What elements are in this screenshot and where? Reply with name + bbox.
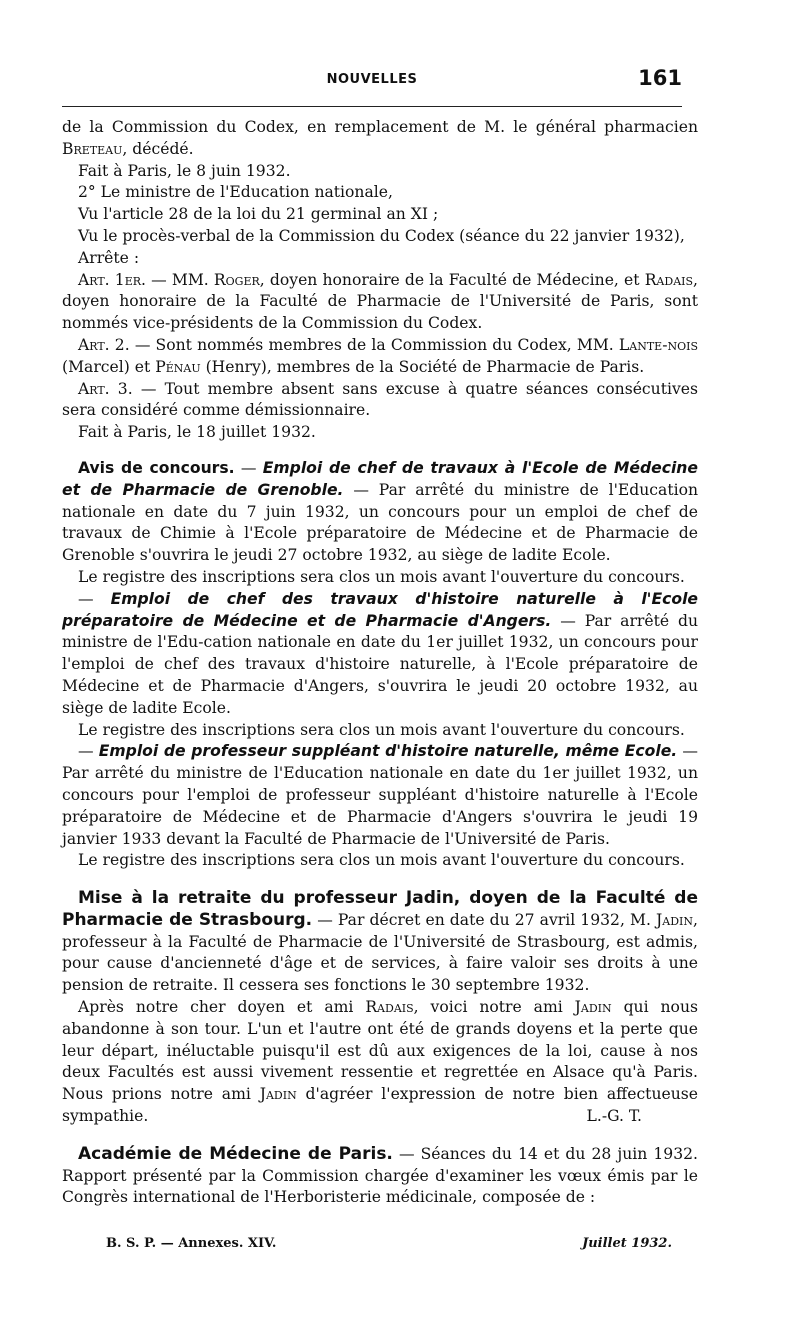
- page-number: 161: [638, 66, 682, 90]
- person-name: Lante-nois: [618, 335, 698, 354]
- paragraph: Vu le procès-verbal de la Commission du Codex (séance du 22 janvier 1932),: [78, 226, 685, 245]
- running-head: NOUVELLES: [326, 72, 418, 87]
- person-name: Pénau: [155, 357, 201, 376]
- concours-angers-chef: — Emploi de chef des travaux d'histoire naturelle à l'Ecole préparatoire de Médecine et de Pharmacie d'Angers. — Par arrêté du ministre de l'Edu-cation nationale en date du 1er juillet 1932, un concours pour l'emploi de chef des travaux d'histoire naturelle, à l'Ecole préparatoire de Médecine et de Pharmacie d'Angers, s'ouvrira le jeudi 20 octobre 1932, au siège de ladite Ecole.: [62, 589, 698, 717]
- paragraph: 2° Le ministre de l'Education nationale,: [78, 183, 393, 202]
- person-name: Roger: [213, 270, 260, 289]
- person-name: Breteau: [62, 139, 123, 158]
- person-name: Jadin: [259, 1085, 297, 1104]
- person-name: Jadin: [574, 998, 612, 1017]
- paragraph: de la Commission du Codex, en remplacement de M. le général pharmacien Breteau, décédé.: [62, 118, 698, 158]
- article-2: Art. 2. — Sont nommés membres de la Commission du Codex, MM. Lante-nois (Marcel) et Pénau (Henry), membres de la Société de Pharmacie de Paris.: [62, 335, 698, 376]
- article-1: Art. 1er. — MM. Roger, doyen honoraire de la Faculté de Médecine, et Radais, doyen honoraire de la Faculté de Pharmacie de l'Université de Paris, sont nommés vice-présidents de la Commission du Codex.: [62, 270, 698, 333]
- section-heading: Académie de Médecine de Paris.: [78, 1143, 393, 1164]
- concours-angers-professeur: — Emploi de professeur suppléant d'histoire naturelle, même Ecole. — Par arrêté du ministre de l'Education nationale en date du 1er juillet 1932, un concours pour l'emploi de professeur suppléant d'histoire naturelle à l'Ecole préparatoire de Médecine et de Pharmacie d'Angers s'ouvrira le jeudi 19 janvier 1933 devant la Faculté de Pharmacie de l'Université de Paris.: [62, 742, 698, 848]
- section-heading: Mise à la retraite du professeur Jadin, doyen de la Faculté de Pharmacie de Strasbourg.: [62, 888, 698, 930]
- footer-date: Juillet 1932.: [582, 1236, 672, 1251]
- paragraph: Vu l'article 28 de la loi du 21 germinal an XI ;: [78, 205, 439, 224]
- section-heading: Avis de concours.: [78, 458, 235, 477]
- article-label: Art. 3.: [78, 379, 133, 398]
- paragraph: Le registre des inscriptions sera clos un mois avant l'ouverture du concours.: [78, 720, 685, 739]
- article-label: Art. 1er.: [78, 270, 146, 289]
- subsection-title: Emploi de professeur suppléant d'histoire naturelle, même Ecole.: [98, 742, 678, 761]
- person-name: Radais: [644, 270, 694, 289]
- paragraph: Arrête :: [78, 248, 140, 267]
- concours-section: Avis de concours. — Emploi de chef de travaux à l'Ecole de Médecine et de Pharmacie de Grenoble. — Par arrêté du ministre de l'Education nationale en date du 7 juin 1932, un concours pour un emploi de chef de travaux de Chimie à l'Ecole préparatoire de Médecine et de Pharmacie de Grenoble s'ouvrira le jeudi 27 octobre 1932, au siège de ladite Ecole.: [62, 458, 698, 565]
- subsection-title: Emploi de chef de travaux à l'Ecole de Médecine et de Pharmacie de Grenoble.: [62, 458, 698, 499]
- page-header: [62, 66, 682, 107]
- subsection-title: Emploi de chef des travaux d'histoire naturelle à l'Ecole préparatoire de Médecine et de Pharmacie d'Angers.: [62, 589, 698, 630]
- article-label: Art. 2.: [78, 335, 130, 354]
- signature: L.-G. T.: [586, 1107, 642, 1126]
- person-name: Jadin: [656, 910, 694, 929]
- academie-section: Académie de Médecine de Paris. — Séances du 14 et du 28 juin 1932. Rapport présenté par la Commission chargée d'examiner les vœux émis par le Congrès international de l'Herboristerie médicinale, composée de :: [62, 1143, 698, 1207]
- paragraph: Le registre des inscriptions sera clos un mois avant l'ouverture du concours.: [78, 567, 685, 586]
- paragraph: Fait à Paris, le 18 juillet 1932.: [78, 423, 316, 442]
- retraite-section: Mise à la retraite du professeur Jadin, doyen de la Faculté de Pharmacie de Strasbourg. — Par décret en date du 27 avril 1932, M. Jadin, professeur à la Faculté de Pharmacie de l'Université de Strasbourg, est admis, pour cause d'ancienneté d'âge et de services, à faire valoir ses droits à une pension de retraite. Il cessera ses fonctions le 30 septembre 1932.: [62, 888, 698, 995]
- footer-journal-ref: B. S. P. — Annexes. XIV.: [106, 1236, 277, 1251]
- retraite-tribute: Après notre cher doyen et ami Radais, voici notre ami Jadin qui nous abandonne à son tour. L'un et l'autre ont été de grands doyens et la perte que leur départ, inéluctable puisqu'il est dû aux exigences de la loi, cause à nos deux Facultés est aussi vivement ressentie et regrettée en Alsace qu'à Paris. Nous prions notre ami Jadin d'agréer l'expression de notre bien affectueuse sympathie. L.-G. T.: [62, 997, 698, 1128]
- person-name: Radais: [365, 998, 414, 1017]
- article-3: Art. 3. — Tout membre absent sans excuse à quatre séances consécutives sera considéré comme démissionnaire.: [62, 379, 698, 420]
- paragraph: Fait à Paris, le 8 juin 1932.: [78, 161, 291, 180]
- paragraph: Le registre des inscriptions sera clos un mois avant l'ouverture du concours.: [78, 851, 685, 870]
- article-body: [62, 117, 698, 1209]
